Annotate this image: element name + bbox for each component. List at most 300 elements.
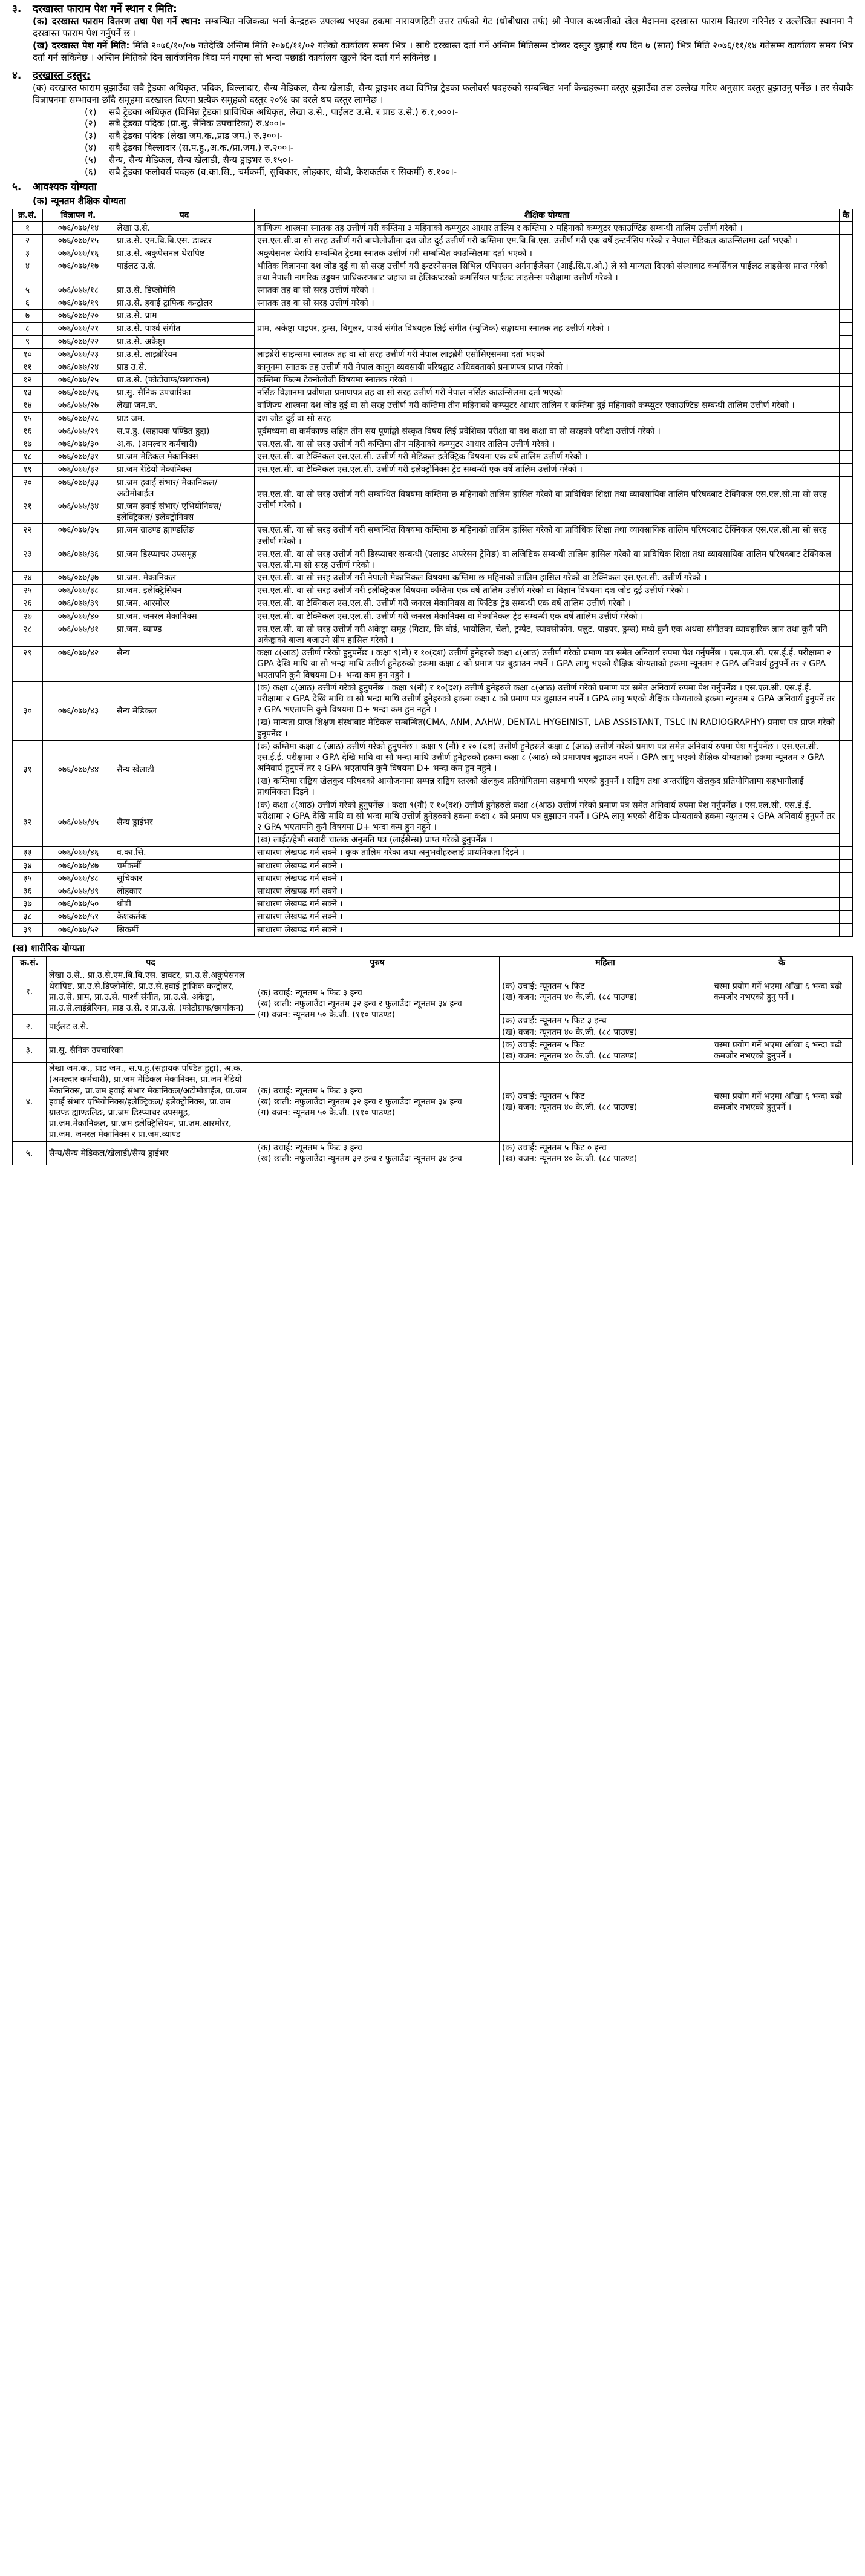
serial-number-cell: १९ xyxy=(13,464,43,476)
female-requirement-cell xyxy=(500,1015,711,1038)
fee-item-number: (१) xyxy=(85,106,97,117)
requirement-line: (ख) छाती: नफुलाउँदा न्यूनतम ३२ इन्च र फुलाउँदा न्यूनतम ३४ इन्च xyxy=(258,1096,462,1107)
qualification-cell: साधारण लेखपढ गर्न सक्ने । xyxy=(255,923,840,936)
post-cell: प्रा.उ.से. लाइब्रेरियन xyxy=(114,348,255,361)
post-cell: केशकर्तक xyxy=(114,911,255,923)
remark-cell xyxy=(840,260,853,284)
qualification-cell: एस.एल.सी. वा सो सरह उत्तीर्ण गरी डिस्प्याचर सम्बन्धी (फ्लाइट अपरेसन ट्रेनिङ) वा लजिष्टिक सम्बन्धी तालिम हासिल गरेको वा प्राविधिक शिक्षा तथा व्यावसायिक तालिम परिषदबाट टेक्निकल एस.एल.सी.मा सो सरह उत्तीर्ण गरेको । xyxy=(255,548,840,571)
remark-cell xyxy=(840,623,853,646)
col-header: पुरुष xyxy=(255,956,500,969)
table-row xyxy=(13,361,853,373)
serial-number-cell: ३५ xyxy=(13,872,43,885)
post-cell: लेखा जम.क., प्राड जम., स.प.हु.(सहायक पण्डित हुद्दा), अ.क.(अमल्दार कर्मचारी), प्रा.जम मेडिकल मेकानिक्स, प्रा.जम रेडियो मेकानिक्स, प्रा.जम हवाई संभार मेकानिकल/अटोमोबाईल, प्रा.जम हवाई संभार एभियोनिक्स/इलेक्ट्रिकल/ इलेक्ट्रोनिक्स, प्रा.जम ग्राउण्ड ह्याण्डलिङ, प्रा.जम डिस्प्याचर उपसमूह, प्रा.जम.मेकानिकल, प्रा.जम इलेक्ट्रिसियन, प्रा.जम.आरमोरर, प्रा.जम. जनरल मेकानिक्स र प्रा.जम.व्याण्ड xyxy=(47,1063,255,1141)
serial-number-cell: ३४ xyxy=(13,859,43,872)
ad-number-cell: ०७६/०७७/२२ xyxy=(43,335,114,348)
post-cell: प्रा.उ.से. अकेष्ट्रा xyxy=(114,335,255,348)
ad-number-cell: ०७६/०७७/२५ xyxy=(43,374,114,387)
serial-number-cell: १५ xyxy=(13,412,43,425)
female-requirement-cell xyxy=(500,1141,711,1165)
female-requirement-cell xyxy=(500,1038,711,1062)
serial-number-cell: ३० xyxy=(13,681,43,740)
serial-number-cell: ६ xyxy=(13,297,43,309)
table-row xyxy=(13,221,853,234)
serial-number-cell: ३. xyxy=(13,1038,47,1062)
table-row xyxy=(13,412,853,425)
paragraph xyxy=(33,40,853,64)
post-cell: पाईलट उ.से. xyxy=(114,260,255,284)
qualification-cell: साधारण लेखपढ गर्न सक्ने । कुक तालिम गरेका तथा अनुभवीहरुलाई प्राथमिकता दिइने । xyxy=(255,847,840,859)
paragraph-label: (ख) दरखास्त पेश गर्ने मिति: xyxy=(33,40,130,51)
qualification-cell: साधारण लेखपढ गर्न सक्ने । xyxy=(255,859,840,872)
remark-cell xyxy=(840,923,853,936)
post-cell: लेखा उ.से. xyxy=(114,221,255,234)
section-number: ३. xyxy=(12,3,22,15)
serial-number-cell: २६ xyxy=(13,597,43,610)
ad-number-cell: ०७६/०७७/४९ xyxy=(43,885,114,897)
ad-number-cell: ०७६/०७७/१४ xyxy=(43,221,114,234)
remark-cell xyxy=(840,464,853,476)
ad-number-cell: ०७६/०७७/२१ xyxy=(43,323,114,335)
table-row xyxy=(13,425,853,438)
post-cell: प्रा.उ.से. (फोटोग्राफ/छायांकन) xyxy=(114,374,255,387)
serial-number-cell: ४. xyxy=(13,1063,47,1141)
qualification-cell: कक्षा ८(आठ) उत्तीर्ण गरेको हुनुपर्नेछ । कक्षा ९(नौ) र १०(दश) उत्तीर्ण हुनेहरुले कक्षा ८(आठ) उत्तीर्ण गरेको प्रमाण पत्र समेत अनिवार्य रुपमा पेश गर्नुपर्नेछ । एस.एल.सी. एस.ई.ई. परीक्षामा २ GPA देखि माथि वा सो भन्दा माथि उत्तीर्ण हुनेहरुको हकमा कक्षा ८ को प्रमाण पत्र बुझाउन नपर्ने । GPA लागु भएको शैक्षिक योग्यताको हकमा न्यूनतम २ GPA अनिवार्य हुनुपर्ने तर २ GPA भएतापनि कुनै विषयमा D+ भन्दा कम हुन नहुने । xyxy=(255,647,840,682)
ad-number-cell: ०७६/०७७/४२ xyxy=(43,647,114,682)
ad-number-cell: ०७६/०७७/३५ xyxy=(43,524,114,548)
requirement-line: (ख) छाती: नफुलाउँदा न्यूनतम ३२ इन्च र फुलाउँदा न्यूनतम ३४ इन्च xyxy=(258,998,462,1009)
requirement-line: (क) उचाई: न्यूनतम ५ फिट xyxy=(502,981,585,991)
table-row xyxy=(13,872,853,885)
col-header: कै xyxy=(711,956,853,969)
table-row xyxy=(13,310,853,323)
qualification-cell: पूर्वमध्यमा वा कर्मकाण्ड सहित तीन सय पूर्णाङ्को संस्कृत विषय लिई प्रवेशिका परीक्षा वा दश कक्षा वा सो सरहको परीक्षा उत्तीर्ण गरेको । xyxy=(255,425,840,438)
post-cell: सैन्य xyxy=(114,647,255,682)
remark-cell xyxy=(840,235,853,247)
requirement-line: (क) उचाई: न्यूनतम ५ फिट ३ इन्च xyxy=(258,1086,362,1096)
female-requirement-cell xyxy=(500,969,711,1015)
table-row xyxy=(13,911,853,923)
post-cell: चर्मकर्मी xyxy=(114,859,255,872)
ad-number-cell: ०७६/०७७/१५ xyxy=(43,235,114,247)
post-cell: सैन्य खेलाडी xyxy=(114,740,255,799)
post-cell: व.का.सि. xyxy=(114,847,255,859)
qualification-cell: कम्तिमा फिल्म टेक्नोलोजी विषयमा स्नातक गरेको । xyxy=(255,374,840,387)
fee-item-text: सबै ट्रेडका पदिक (लेखा जम.क.,प्राड जम.) रु.३००।- xyxy=(109,130,283,142)
post-cell: सैन्य मेडिकल xyxy=(114,681,255,740)
serial-number-cell: ३१ xyxy=(13,740,43,799)
section-heading xyxy=(12,69,853,82)
serial-number-cell: २५ xyxy=(13,585,43,597)
paragraph-text: (क) दरखास्त फाराम बुझाउँदा सबै ट्रेडका अधिकृत, पदिक, बिल्लादार, सैन्य मेडिकल, सैन्य खेलाडी, सैन्य ड्राइभर तथा विभिन्न ट्रेडका फलोवर्स पदहरुको सम्बन्धित भर्ना केन्द्रहरूमा दस्तुर बुझाउँदा तल उल्लेख गरिए अनुसार दस्तुर बुझाउनु पर्नेछ । तर सेवाकै विज्ञापनमा सम्भावना छाँदै समूहमा दरखास्त दिएमा प्रत्येक समुहको दस्तुर २०% का दरले थप दस्तुर लाग्नेछ । xyxy=(33,82,853,105)
qualification-cell: स्नातक तह वा सो सरह उत्तीर्ण गरेको । xyxy=(255,297,840,309)
male-requirement-cell xyxy=(255,1063,500,1141)
paragraph-text: सम्बन्धित नजिकका भर्ना केन्द्रहरू उपलब्ध भएका हकमा नारायणहिटी उत्तर तर्फको गेट (धोबीधारा तर्फ) श्री नेपाल कथ्थलीको खेल मैदानमा दरखास्त फाराम वितरण गरिनेछ र उल्लेखित स्थानमा नै दरखास्त फाराम पेश गर्नुपर्ने छ । xyxy=(33,16,853,39)
ad-number-cell: ०७६/०७७/४० xyxy=(43,610,114,623)
ad-number-cell: ०७६/०७७/२४ xyxy=(43,361,114,373)
table-row xyxy=(13,260,853,284)
ad-number-cell: ०७६/०७७/४३ xyxy=(43,681,114,740)
table-header-row xyxy=(13,956,853,969)
ad-number-cell: ०७६/०७७/२८ xyxy=(43,412,114,425)
remark-cell xyxy=(840,500,853,523)
post-cell: सुचिकार xyxy=(114,872,255,885)
post-cell: प्रा.सु. सैनिक उपचारिका xyxy=(47,1038,255,1062)
remark-cell xyxy=(840,361,853,373)
fee-item xyxy=(85,118,853,130)
remark-cell xyxy=(840,374,853,387)
requirement-line: (ख) वजन: न्यूनतम ४० के.जी. (८८ पाउण्ड) xyxy=(502,1102,638,1112)
section-required-qualification xyxy=(12,180,853,1165)
serial-number-cell: २ xyxy=(13,235,43,247)
ad-number-cell: ०७६/०७७/४८ xyxy=(43,872,114,885)
ad-number-cell: ०७६/०७७/४५ xyxy=(43,799,114,847)
qualification-cell: वाणिज्य शास्त्रमा स्नातक तह उत्तीर्ण गरी कम्तिमा ३ महिनाको कम्प्युटर आधार तालिम र कम्तिमा २ महिनाको कम्प्युटर एकाउण्टिङ सम्बन्धी तालिम उत्तीर्ण गरेको । xyxy=(255,221,840,234)
col-header: शैक्षिक योग्यता xyxy=(255,209,840,221)
table-row xyxy=(13,597,853,610)
ad-number-cell: ०७६/०७७/१८ xyxy=(43,284,114,297)
ad-number-cell: ०७६/०७७/४७ xyxy=(43,859,114,872)
section-heading xyxy=(12,2,853,16)
qualification-cell: एस.एल.सी.वा सो सरह उत्तीर्ण गरी बायोलोजीमा दश जोड दुई उत्तीर्ण गरी कम्तिमा एम.बि.बि.एस. उत्तीर्ण गरी एक वर्षे इन्टर्नसिप गरेको र नेपाल मेडिकल काउन्सिलमा दर्ता भएको । xyxy=(255,235,840,247)
requirement-line: (क) उचाई: न्यूनतम ५ फिट xyxy=(502,1091,585,1101)
remark-cell xyxy=(840,310,853,323)
ad-number-cell: ०७६/०७७/३६ xyxy=(43,548,114,571)
serial-number-cell: १४ xyxy=(13,399,43,412)
post-cell: प्रा.जम ग्राउण्ड ह्याण्डलिङ xyxy=(114,524,255,548)
remark-cell xyxy=(840,847,853,859)
post-cell: सिकर्मी xyxy=(114,923,255,936)
col-header: पद xyxy=(114,209,255,221)
remark-cell xyxy=(840,610,853,623)
post-cell: प्रा.जम डिस्प्याचर उपसमूह xyxy=(114,548,255,571)
ad-number-cell: ०७६/०७७/४४ xyxy=(43,740,114,799)
ad-number-cell: ०७६/०७७/२३ xyxy=(43,348,114,361)
ad-number-cell: ०७६/०७७/४१ xyxy=(43,623,114,646)
table-row xyxy=(13,438,853,451)
table-row xyxy=(13,451,853,464)
section-title: दरखास्त दस्तुर: xyxy=(33,69,91,82)
remark-cell xyxy=(840,911,853,923)
qualification-cell: साधारण लेखपढ गर्न सक्ने । xyxy=(255,898,840,911)
ad-number-cell: ०७६/०७७/१७ xyxy=(43,260,114,284)
section-application-place-date xyxy=(12,2,853,64)
table-row xyxy=(13,374,853,387)
fee-item-text: सैन्य, सैन्य मेडिकल, सैन्य खेलाडी, सैन्य ड्राइभर रु.१५०।- xyxy=(109,154,294,165)
remark-cell xyxy=(840,399,853,412)
fee-list xyxy=(85,107,853,179)
col-header: कै xyxy=(840,209,853,221)
qualification-cell: (ख) लाईट/हेभी सवारी चालक अनुमति पत्र (लाईसेन्स) प्राप्त गरेको हुनुपर्नेछ । xyxy=(255,834,840,847)
notice-page xyxy=(12,0,853,1165)
serial-number-cell: ३७ xyxy=(13,898,43,911)
serial-number-cell: २८ xyxy=(13,623,43,646)
remark-cell xyxy=(840,476,853,500)
remark-cell xyxy=(840,348,853,361)
remark-cell xyxy=(840,425,853,438)
qualification-cell: लाइब्रेरी साइन्समा स्नातक तह वा सो सरह उत्तीर्ण गरी नेपाल लाइब्रेरी एसोसिएसनमा दर्ता भएको xyxy=(255,348,840,361)
remark-cell xyxy=(711,1141,853,1165)
section-application-fee xyxy=(12,69,853,179)
serial-number-cell: ५. xyxy=(13,1141,47,1165)
serial-number-cell: ३२ xyxy=(13,799,43,847)
post-cell: प्रा.जम. इलेक्ट्रिसियन xyxy=(114,585,255,597)
table-row xyxy=(13,898,853,911)
serial-number-cell: ४ xyxy=(13,260,43,284)
remark-cell xyxy=(840,335,853,348)
serial-number-cell: १ xyxy=(13,221,43,234)
table-row xyxy=(13,297,853,309)
table-row xyxy=(13,524,853,548)
requirement-line: (क) उचाई: न्यूनतम ५ फिट ३ इन्च xyxy=(258,988,362,998)
qualification-cell: कानुनमा स्नातक तह उत्तीर्ण गरी नेपाल कानुन व्यवसायी परिषद्बाट अधिवक्ताको प्रमाणपत्र प्राप्त गरेको । xyxy=(255,361,840,373)
table-row xyxy=(13,859,853,872)
remark-cell xyxy=(840,323,853,335)
ad-number-cell: ०७६/०७७/१९ xyxy=(43,297,114,309)
requirement-line: (ख) वजन: न्यूनतम ४० के.जी. (८८ पाउण्ड) xyxy=(502,992,638,1003)
qualification-cell: प्राम, अकेष्ट्रा पाइपर, ड्रम्स, बिगुलर, पार्श्व संगीत विषयहरु लिई संगीत (म्युजिक) सङ्कायमा स्नातक तह उत्तीर्ण गरेको । xyxy=(255,310,840,349)
post-cell: प्रा.जम. मेकानिकल xyxy=(114,572,255,585)
ad-number-cell: ०७६/०७७/३२ xyxy=(43,464,114,476)
subsection-title: (ख) शारीरिक योग्यता xyxy=(12,942,85,954)
post-cell: प्रा.जम. जनरल मेकानिक्स xyxy=(114,610,255,623)
qualification-cell: (क) कक्षा ८(आठ) उत्तीर्ण गरेको हुनुपर्नेछ । कक्षा ९(नौ) र १०(दश) उत्तीर्ण हुनेहरुले कक्षा ८(आठ) उत्तीर्ण गरेको प्रमाण पत्र समेत अनिवार्य रुपमा पेश गर्नुपर्नेछ । एस.एल.सी. एस.ई.ई. परीक्षामा २ GPA देखि माथि वा सो भन्दा माथि उत्तीर्ण हुनेहरुको हकमा कक्षा ८ को प्रमाण पत्र बुझाउन नपर्ने । GPA लागु भएको शैक्षिक योग्यताको हकमा न्यूनतम २ GPA अनिवार्य हुनुपर्ने तर २ GPA भएतापनि कुनै विषयमा D+ भन्दा कम हुन नहुने । xyxy=(255,799,840,834)
remark-cell xyxy=(840,740,853,799)
remark-cell xyxy=(840,412,853,425)
post-cell: लेखा जम.क. xyxy=(114,399,255,412)
serial-number-cell: १७ xyxy=(13,438,43,451)
male-requirement-cell xyxy=(255,969,500,1038)
ad-number-cell: ०७६/०७७/३१ xyxy=(43,451,114,464)
remark-cell xyxy=(840,284,853,297)
ad-number-cell: ०७६/०७७/२६ xyxy=(43,387,114,399)
post-cell: प्रा.सु. सैनिक उपचारिका xyxy=(114,387,255,399)
serial-number-cell: २० xyxy=(13,476,43,500)
post-cell: अ.क. (अमल्दार कर्मचारी) xyxy=(114,438,255,451)
col-header: पद xyxy=(47,956,255,969)
post-cell: प्राड जम. xyxy=(114,412,255,425)
post-cell: प्रा.उ.से. पार्श्व संगीत xyxy=(114,323,255,335)
table-row xyxy=(13,647,853,682)
serial-number-cell: १६ xyxy=(13,425,43,438)
serial-number-cell: ३३ xyxy=(13,847,43,859)
table-row xyxy=(13,1063,853,1141)
post-cell: प्रा.जम हवाई संभार/ एभियोनिक्स/इलेक्ट्रिकल/ इलेक्ट्रोनिक्स xyxy=(114,500,255,523)
fee-item xyxy=(85,107,853,119)
ad-number-cell: ०७६/०७७/३८ xyxy=(43,585,114,597)
qualification-cell: भौतिक विज्ञानमा दश जोड दुई वा सो सरह उत्तीर्ण गरी इन्टरनेसनल सिभिल एभिएसन अर्गनाईजेसन (आई.सि.ए.ओ.) ले सो मान्यता दिएको संस्थाबाट कमर्सियल पाईलट लाइसेन्स प्राप्त गरेको तथा नेपाली नागरिक उड्डयन प्राधिकरणबाट जहाज वा हेलिकप्टरको कमर्सियल पाईलट लाइसेन्स परीक्षामा उत्तीर्ण गरेको । xyxy=(255,260,840,284)
ad-number-cell: ०७६/०७७/२९ xyxy=(43,425,114,438)
table-row xyxy=(13,969,853,1015)
requirement-line: (ख) छाती: नफुलाउँदा न्यूनतम ३२ इन्च र फुलाउँदा न्यूनतम ३४ इन्च xyxy=(258,1153,462,1164)
ad-number-cell: ०७६/०७७/२७ xyxy=(43,399,114,412)
qualification-cell: स्नातक तह वा सो सरह उत्तीर्ण गरेको । xyxy=(255,284,840,297)
ad-number-cell: ०७६/०७७/३९ xyxy=(43,597,114,610)
female-requirement-cell xyxy=(500,1063,711,1141)
table-row xyxy=(13,585,853,597)
fee-item xyxy=(85,154,853,166)
post-cell: पाईलट उ.से. xyxy=(47,1015,255,1038)
remark-cell: चस्मा प्रयोग गर्ने भएमा आँखा ६ भन्दा बढी कमजोर नभएको हुनुपर्ने । xyxy=(711,1038,853,1062)
remark-cell xyxy=(840,898,853,911)
table-row xyxy=(13,399,853,412)
post-cell: प्रा.जम. आरमोरर xyxy=(114,597,255,610)
col-header: महिला xyxy=(500,956,711,969)
ad-number-cell: ०७६/०७७/४६ xyxy=(43,847,114,859)
ad-number-cell: ०७६/०७७/१६ xyxy=(43,247,114,260)
requirement-line: (ग) वजन: न्यूनतम ५० के.जी. (११० पाउण्ड) xyxy=(258,1107,395,1118)
post-cell: प्रा.जम मेडिकल मेकानिक्स xyxy=(114,451,255,464)
post-cell: लोहकार xyxy=(114,885,255,897)
post-cell: लेखा उ.से., प्रा.उ.से.एम.बि.बि.एस. डाक्टर, प्रा.उ.से.अकुपेसनल थेरापिष्ट, प्रा.उ.से.डिप्लोमेसि, प्रा.उ.से.हवाई ट्राफिक कन्ट्रोलर, प्रा.उ.से. प्राम, प्रा.उ.से. पार्श्व संगीत, प्रा.उ.से. अकेष्ट्रा, प्रा.उ.से.लाईब्रेरियन, प्राड उ.से. र प्रा.उ.से. (फोटोग्राफ/छायांकन) xyxy=(47,969,255,1015)
remark-cell xyxy=(840,387,853,399)
qualification-cell: (क) कक्षा ८(आठ) उत्तीर्ण गरेको हुनुपर्नेछ । कक्षा ९(नौ) र १०(दश) उत्तीर्ण हुनेहरुले कक्षा ८(आठ) उत्तीर्ण गरेको प्रमाण पत्र समेत अनिवार्य रुपमा पेश गर्नुपर्नेछ । एस.एल.सी. एस.ई.ई. परीक्षामा २ GPA देखि माथि वा सो भन्दा माथि उत्तीर्ण हुनेहरुको हकमा कक्षा ८ को प्रमाण पत्र बुझाउन नपर्ने । GPA लागु भएको शैक्षिक योग्यताको हकमा न्यूनतम २ GPA अनिवार्य हुनुपर्ने तर २ GPA भएतापनि कुनै विषयमा D+ भन्दा कम हुन नहुने । xyxy=(255,681,840,716)
qualification-cell: एस.एल.सी. वा सो सरह उत्तीर्ण गरी कम्तिमा तीन महिनाको कम्प्युटर आधार तालिम उत्तीर्ण गरेको । xyxy=(255,438,840,451)
qualification-cell: (क) कम्तिमा कक्षा ८ (आठ) उत्तीर्ण गरेको हुनुपर्नेछ । कक्षा ९ (नौ) र १० (दश) उत्तीर्ण हुनेहरुले कक्षा ८ (आठ) उत्तीर्ण गरेको प्रमाण पत्र समेत अनिवार्य रुपमा पेश गर्नुपर्नेछ । एस.एल.सी. एस.ई.ई. परीक्षामा २ GPA देखि माथि वा सो भन्दा माथि उत्तीर्ण हुनेहरुको हकमा कक्षा ८ (आठ) को प्रमाणपत्र बुझाउन नपर्ने । GPA लागु भएको शैक्षिक योग्यताको हकमा न्यूनतम २ GPA अनिवार्य हुनुपर्ने तर २ GPA भएतापनि कुनै विषयमा D+ भन्दा कम हुन नहुने । xyxy=(255,740,840,775)
male-requirement-cell xyxy=(255,1141,500,1165)
table-row xyxy=(13,1141,853,1165)
post-cell: सैन्य ड्राईभर xyxy=(114,799,255,847)
paragraph-text: मिति २०७६/१०/०७ गतेदेखि अन्तिम मिति २०७६/११/०२ गतेको कार्यालय समय भित्र । साथै दरखास्त दर्ता गर्ने अन्तिम मितिसम्म दोब्बर दस्तुर बुझाई थप दिन ७ (सात) भित्र मिति २०७६/११/१४ गतेसम्म कार्यालय समय भित्र दर्ता गर्न सकिनेछ । अन्तिम मितिको दिन सार्वजनिक बिदा पर्न गएमा सो भन्दा पछाडी कार्यालय खुल्ने दिन दर्ता गर्न सकिनेछ । xyxy=(33,40,853,63)
fee-item-number: (५) xyxy=(85,154,97,165)
ad-number-cell: ०७६/०७७/३० xyxy=(43,438,114,451)
table-header-row xyxy=(13,209,853,221)
serial-number-cell: २२ xyxy=(13,524,43,548)
fee-item-text: सबै ट्रेडका पदिक (प्रा.सु. सैनिक उपचारिका) रु.४००।- xyxy=(109,118,286,129)
serial-number-cell: ३८ xyxy=(13,911,43,923)
remark-cell xyxy=(840,438,853,451)
qualification-cell: साधारण लेखपढ गर्न सक्ने । xyxy=(255,911,840,923)
serial-number-cell: ७ xyxy=(13,310,43,323)
requirement-line: (ख) वजन: न्यूनतम ४० के.जी. (८८ पाउण्ड) xyxy=(502,1027,638,1037)
paragraph xyxy=(33,16,853,40)
qualification-cell: (ख) मान्यता प्राप्त शिक्षण संस्थाबाट मेडिकल सम्बन्धित(CMA, ANM, AAHW, DENTAL HYGEINIST, LAB ASSISTANT, TSLC IN RADIOGRAPHY) प्रमाण पत्र प्राप्त गरेको हुनुपर्नेछ । xyxy=(255,716,840,740)
table-row xyxy=(13,847,853,859)
serial-number-cell: ९ xyxy=(13,335,43,348)
remark-cell xyxy=(840,585,853,597)
serial-number-cell: २. xyxy=(13,1015,47,1038)
remark-cell xyxy=(840,297,853,309)
serial-number-cell: ३९ xyxy=(13,923,43,936)
table-row xyxy=(13,681,853,716)
remark-cell xyxy=(840,647,853,682)
remark-cell xyxy=(840,451,853,464)
table-row xyxy=(13,464,853,476)
table-row xyxy=(13,348,853,361)
serial-number-cell: २९ xyxy=(13,647,43,682)
paragraph-label: (क) दरखास्त फाराम वितरण तथा पेश गर्ने स्थान: xyxy=(33,16,201,27)
post-cell: प्रा.उ.से. डिप्लोमेसि xyxy=(114,284,255,297)
post-cell: प्रा.जम रेडियो मेकानिक्स xyxy=(114,464,255,476)
serial-number-cell: २७ xyxy=(13,610,43,623)
ad-number-cell: ०७६/०७७/५० xyxy=(43,898,114,911)
table-row xyxy=(13,740,853,775)
remark-cell xyxy=(840,524,853,548)
post-cell: प्रा.जम हवाई संभार/ मेकानिकल/अटोमोबाईल xyxy=(114,476,255,500)
qualification-cell: एस.एल.सी. वा सो सरह उत्तीर्ण गरी अकेष्ट्रा समूह (गिटार, कि बोर्ड, भायोलिन, चेलो, ट्रम्पेट, स्याक्सोफोन, फ्लुट, पाइपर, ड्रम्स) मध्ये कुनै एक अथवा संगीतका व्यावहारिक ज्ञान तथा कुनै पनि अकेष्ट्राको बाजा बजाउने सीप हासिल गरेको । xyxy=(255,623,840,646)
remark-cell: चस्मा प्रयोग गर्ने भएमा आँखा ६ भन्दा बढी कमजोर नभएको हुनुपर्ने । xyxy=(711,1063,853,1141)
remark-cell xyxy=(840,221,853,234)
col-header: क्र.सं. xyxy=(13,956,47,969)
table-row xyxy=(13,623,853,646)
table-row xyxy=(13,572,853,585)
post-cell: प्रा.उ.से. अकुपेसनल थेरापिष्ट xyxy=(114,247,255,260)
qualification-cell: एस.एल.सी. वा टेक्निकल एस.एल.सी. उत्तीर्ण गरी इलेक्ट्रोनिक्स ट्रेड सम्बन्धी एक वर्षे तालिम उत्तीर्ण गरेको । xyxy=(255,464,840,476)
fee-item-text: सबै ट्रेडका अधिकृत (विभिन्न ट्रेडका प्राविधिक अधिकृत, लेखा उ.से., पाईलट उ.से. र प्राड उ.से.) रु.१,०००।- xyxy=(109,106,459,117)
post-cell: सैन्य/सैन्य मेडिकल/खेलाडी/सैन्य ड्राईभर xyxy=(47,1141,255,1165)
remark-cell xyxy=(840,548,853,571)
section-number: ४. xyxy=(12,69,22,82)
post-cell: धोबी xyxy=(114,898,255,911)
section-title: दरखास्त फाराम पेश गर्ने स्थान र मिति: xyxy=(33,3,177,15)
table-row xyxy=(13,1038,853,1062)
remark-cell xyxy=(840,681,853,740)
serial-number-cell: ८ xyxy=(13,323,43,335)
requirement-line: (क) उचाई: न्यूनतम ५ फिट ० इन्च xyxy=(502,1142,607,1153)
qualification-cell: एस.एल.सी. वा सो सरह उत्तीर्ण गरी इलेक्ट्रिकल विषयमा कम्तिमा एक वर्षे तालिम उत्तीर्ण गरेको वा विज्ञान विषयमा दश जोड दुई उत्तीर्ण गरेको । xyxy=(255,585,840,597)
ad-number-cell: ०७६/०७७/३३ xyxy=(43,476,114,500)
serial-number-cell: ३ xyxy=(13,247,43,260)
remark-cell xyxy=(840,597,853,610)
physical-table xyxy=(12,956,853,1165)
table-row xyxy=(13,235,853,247)
post-cell: प्रा.उ.से. हवाई ट्राफिक कन्ट्रोलर xyxy=(114,297,255,309)
requirement-line: (ग) वजन: न्यूनतम ५० के.जी. (११० पाउण्ड) xyxy=(258,1009,395,1020)
qualification-cell: एस.एल.सी. वा सो सरह उत्तीर्ण गरी नेपाली मेकानिकल विषयमा कम्तिमा छ महिनाको तालिम हासिल गरेको वा टेक्निकल एस.एल.सी. उत्तीर्ण गरेको । xyxy=(255,572,840,585)
ad-number-cell: ०७६/०७७/३४ xyxy=(43,500,114,523)
requirement-line: (क) उचाई: न्यूनतम ५ फिट ३ इन्च xyxy=(502,1016,607,1026)
table-row xyxy=(13,284,853,297)
fee-item-text: सबै ट्रेडका बिल्लादार (स.प.हु.,अ.क./प्रा.जम.) रु.२००।- xyxy=(109,142,294,154)
remark-cell xyxy=(840,872,853,885)
serial-number-cell: २४ xyxy=(13,572,43,585)
post-cell: प्रा.उ.से. प्राम xyxy=(114,310,255,323)
qualification-cell: एस.एल.सी. वा सो सरह उत्तीर्ण गरी सम्बन्धित विषयमा कम्तिमा छ महिनाको तालिम हासिल गरेको वा प्राविधिक शिक्षा तथा व्यावसायिक तालिम परिषदबाट टेक्निकल एस.एल.सी.मा सो सरह उत्तीर्ण गरेको । xyxy=(255,524,840,548)
remark-cell xyxy=(840,247,853,260)
table-row xyxy=(13,610,853,623)
remark-cell: चस्मा प्रयोग गर्ने भएमा आँखा ६ भन्दा बढी कमजोर नभएको हुनु पर्ने । xyxy=(711,969,853,1015)
ad-number-cell: ०७६/०७७/३७ xyxy=(43,572,114,585)
qualification-cell: एस.एल.सी. वा सो सरह उत्तीर्ण गरी सम्बन्धित विषयमा कम्तिमा छ महिनाको तालिम हासिल गरेको वा प्राविधिक शिक्षा तथा व्यावसायिक तालिम परिषदबाट टेक्निकल एस.एल.सी.मा सो सरह उत्तीर्ण गरेको । xyxy=(255,476,840,524)
requirement-line: (ख) वजन: न्यूनतम ४० के.जी. (८८ पाउण्ड) xyxy=(502,1051,638,1061)
serial-number-cell: १० xyxy=(13,348,43,361)
remark-cell xyxy=(840,572,853,585)
table-row xyxy=(13,548,853,571)
post-cell: प्रा.जम. व्याण्ड xyxy=(114,623,255,646)
post-cell: प्राड उ.से. xyxy=(114,361,255,373)
fee-item xyxy=(85,130,853,142)
qualification-cell: एस.एल.सी. वा टेक्निकल एस.एल.सी. उत्तीर्ण गरी जनरल मेकानिक्स वा मेकानिकल ट्रेड सम्बन्धी एक वर्षे तालिम उत्तीर्ण गरेको । xyxy=(255,610,840,623)
serial-number-cell: १२ xyxy=(13,374,43,387)
requirement-line: (क) उचाई: न्यूनतम ५ फिट ३ इन्च xyxy=(258,1142,362,1153)
remark-cell xyxy=(711,1015,853,1038)
table-row xyxy=(13,923,853,936)
table-row xyxy=(13,799,853,834)
qualification-cell: एस.एल.सी. वा टेक्निकल एस.एल.सी. उत्तीर्ण गरी मेडिकल इलेक्ट्रिक विषयमा एक वर्षे तालिम उत्तीर्ण गरेको । xyxy=(255,451,840,464)
fee-item-number: (३) xyxy=(85,130,97,142)
ad-number-cell: ०७६/०७७/५१ xyxy=(43,911,114,923)
male-requirement-cell xyxy=(255,1038,500,1062)
serial-number-cell: ५ xyxy=(13,284,43,297)
serial-number-cell: १३ xyxy=(13,387,43,399)
col-header: क्र.सं. xyxy=(13,209,43,221)
qualification-cell: वाणिज्य शास्त्रमा दश जोड दुई वा सो सरह उत्तीर्ण गरी कम्तिमा तीन महिनाको कम्प्युटर आधार तालिम र कम्तिमा दुई महिनाको कम्प्युटर एकाउण्टिङ सम्बन्धी तालिम उत्तीर्ण गरेको । xyxy=(255,399,840,412)
fee-item-number: (६) xyxy=(85,166,97,177)
fee-item-number: (२) xyxy=(85,118,97,129)
table-row xyxy=(13,476,853,500)
fee-item-number: (४) xyxy=(85,142,97,154)
serial-number-cell: १८ xyxy=(13,451,43,464)
qualification-cell: अकुपेसनल थेरापि सम्बन्धित ट्रेडमा स्नातक उत्तीर्ण गरी सम्बन्धित काउन्सिलमा दर्ता भएको । xyxy=(255,247,840,260)
